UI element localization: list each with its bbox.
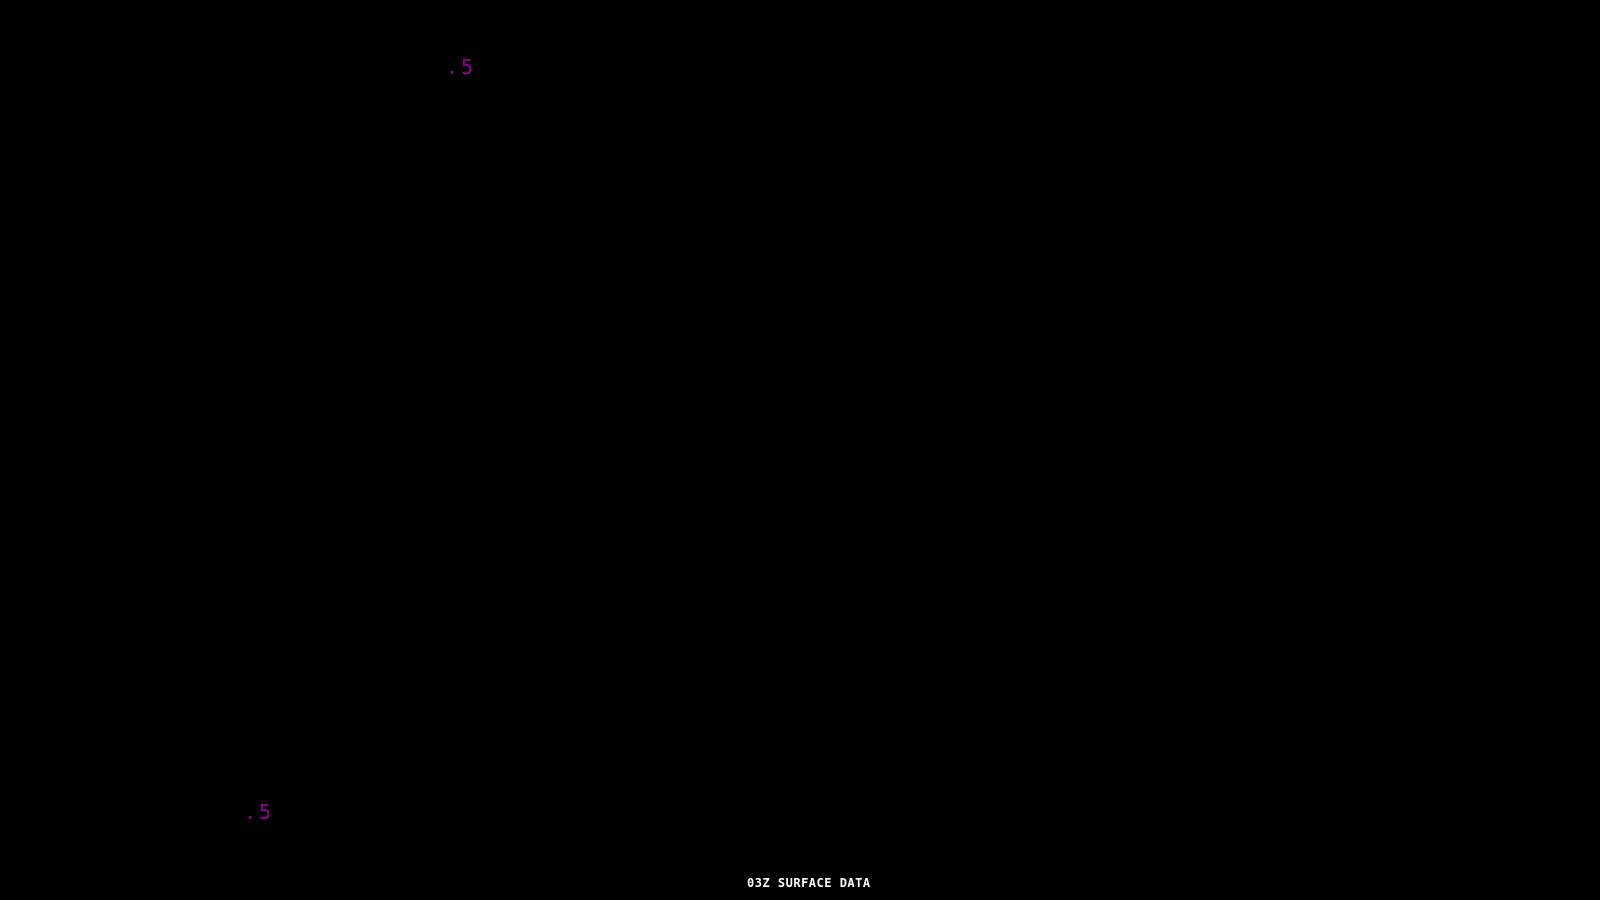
map-product-title: 03Z SURFACE DATA	[747, 876, 871, 890]
contour-label: .5	[446, 55, 477, 79]
contour-label: .5	[244, 800, 275, 824]
